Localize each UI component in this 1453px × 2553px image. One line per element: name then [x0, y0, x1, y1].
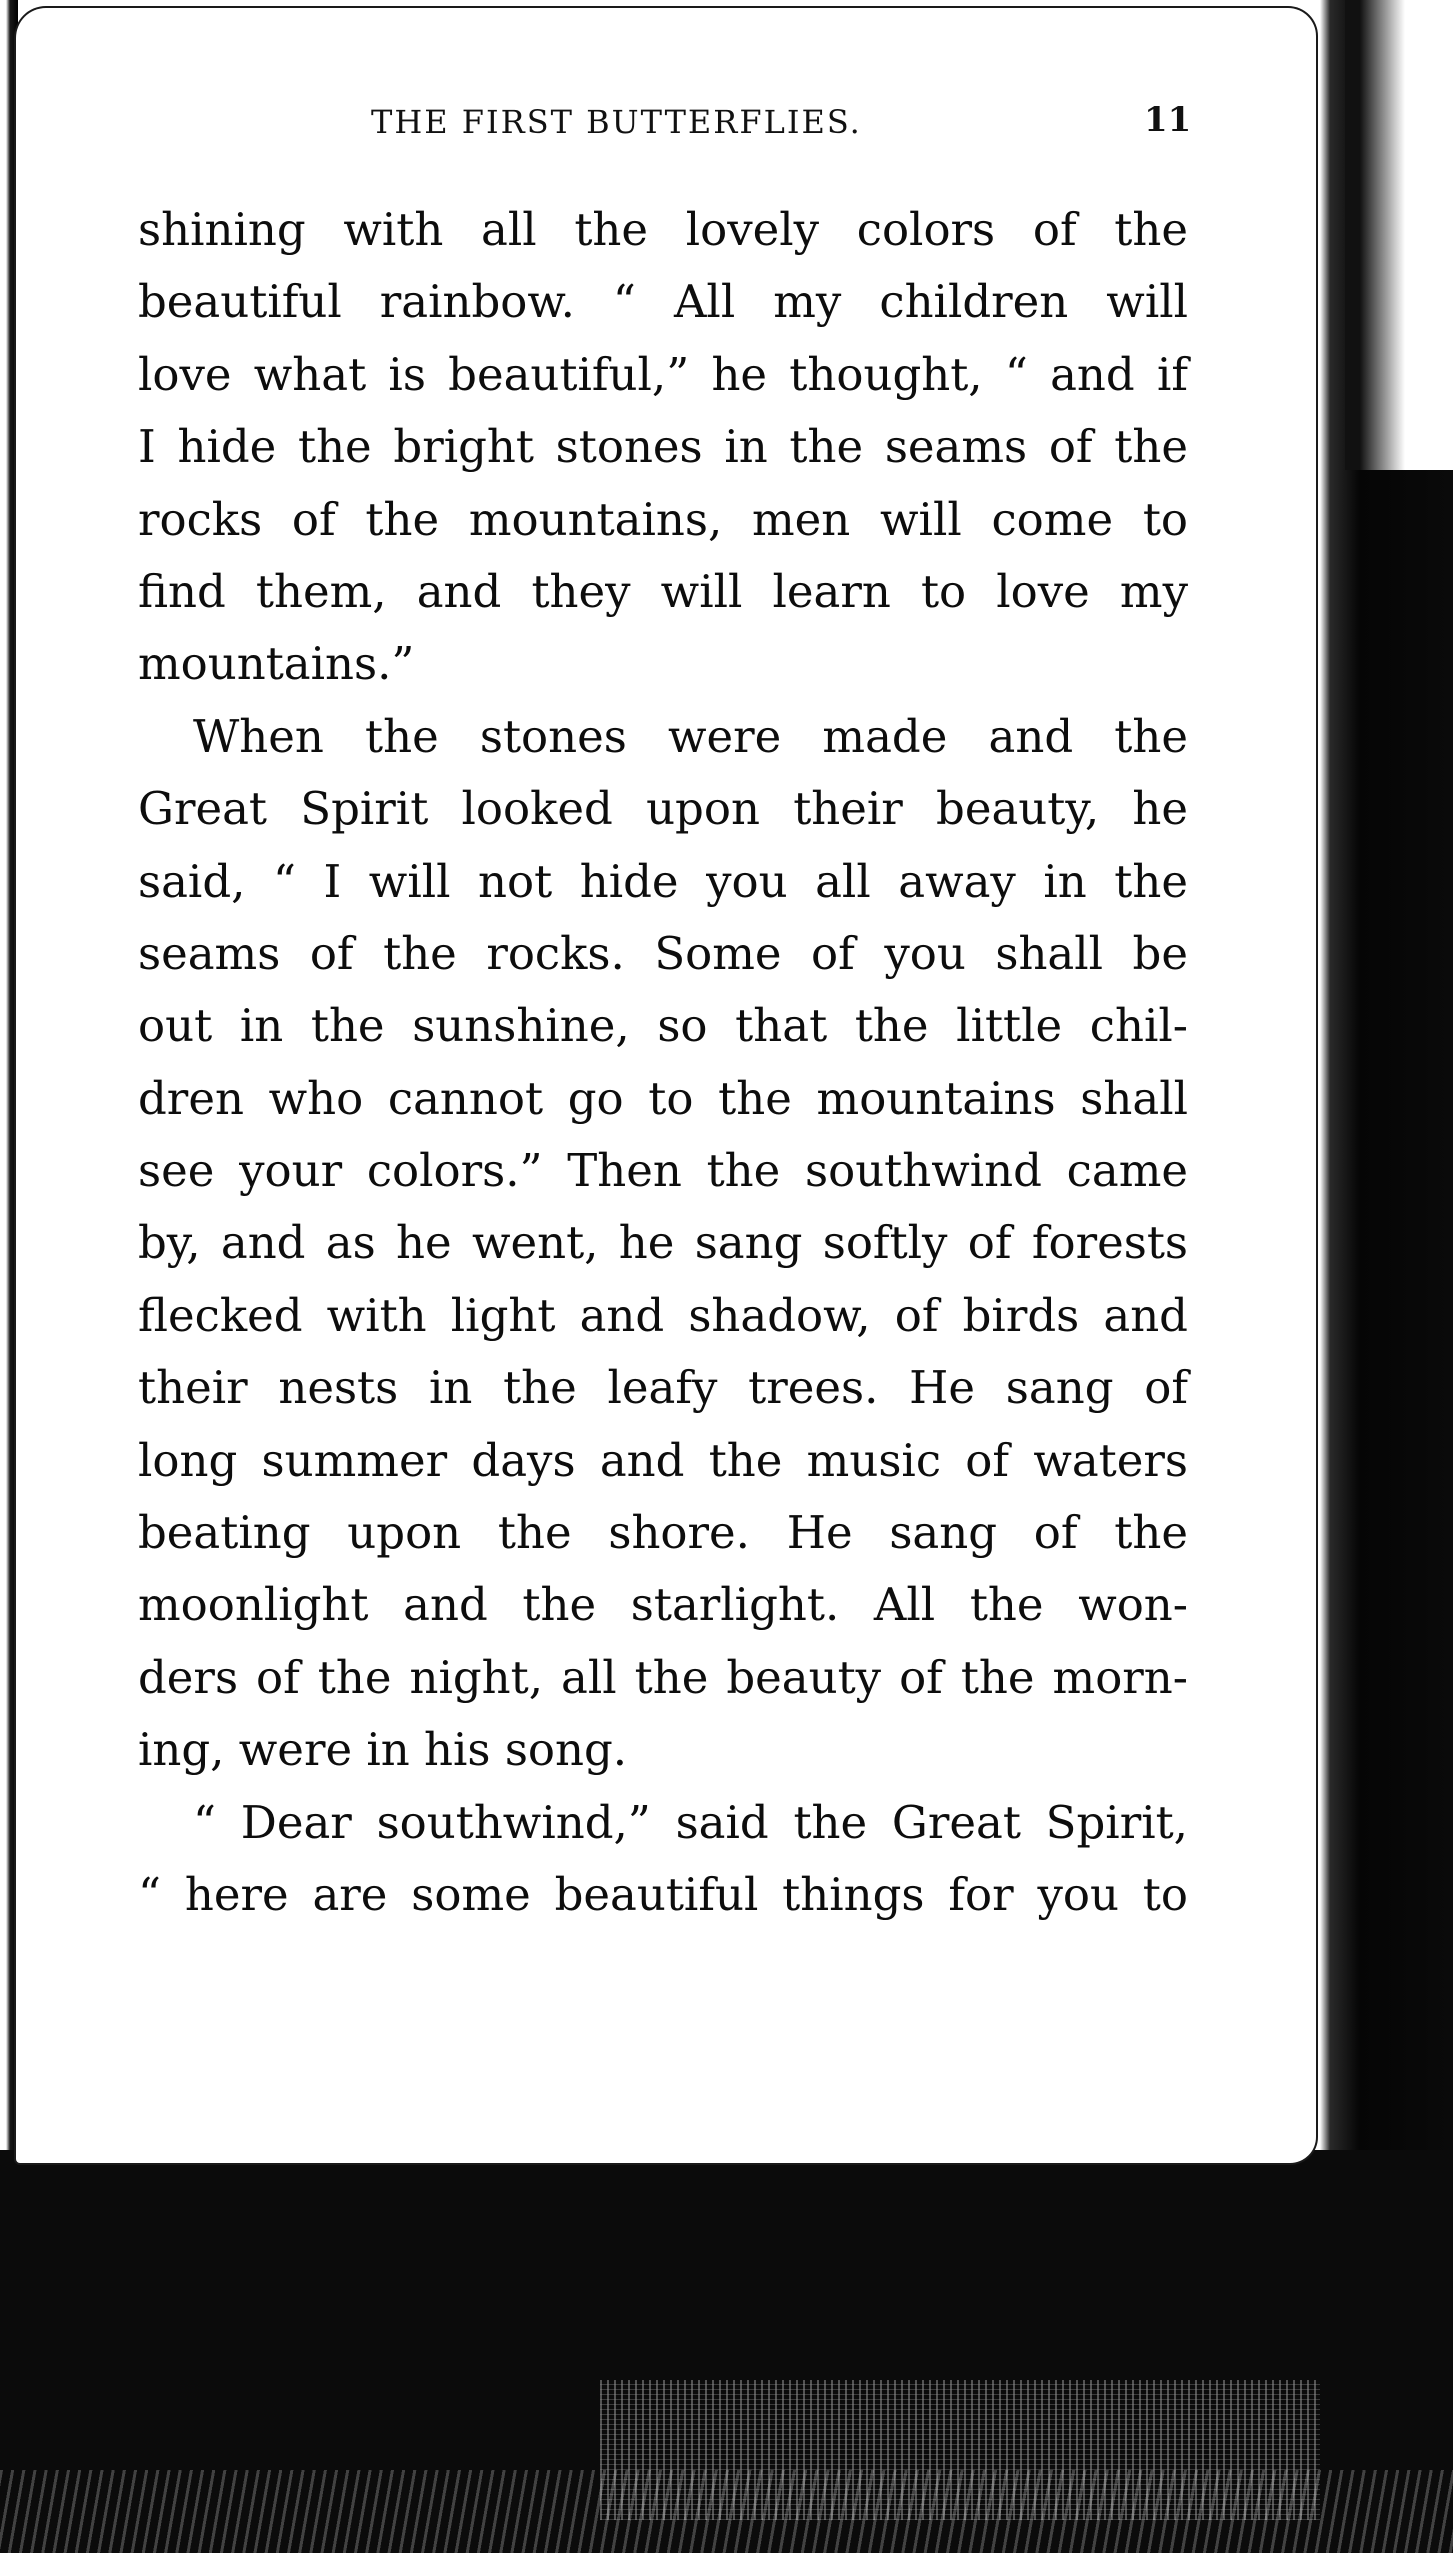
text-line: When the stones were made and the	[193, 709, 1188, 763]
text-line: love what is beautiful,” he thought, “ and if	[138, 347, 1188, 401]
text-line: ing, were in his song.	[138, 1723, 628, 1777]
text-line: shining with all the lovely colors of the	[138, 203, 1188, 256]
text-line: by, and as he went, he sang softly of forests	[138, 1216, 1188, 1270]
body-text	[138, 194, 1188, 1931]
text-line: ders of the night, all the beauty of the morn-	[138, 1650, 1188, 1704]
text-line: I hide the bright stones in the seams of the	[138, 420, 1188, 474]
text-line: long summer days and the music of waters	[138, 1433, 1188, 1487]
text-line: find them, and they will learn to love my	[138, 564, 1188, 618]
text-line: see your colors.” Then the southwind came	[138, 1144, 1188, 1198]
text-line: beating upon the shore. He sang of the	[138, 1506, 1188, 1560]
text-line: “ here are some beautiful things for you to	[138, 1867, 1188, 1921]
text-line: Great Spirit looked upon their beauty, he	[138, 782, 1188, 836]
text-line: beautiful rainbow. “ All my children will	[138, 275, 1188, 329]
page-number: 11	[1144, 100, 1192, 140]
text-line: flecked with light and shadow, of birds and	[138, 1288, 1188, 1342]
text-line: moonlight and the starlight. All the won-	[138, 1578, 1188, 1632]
scan-bottom-texture-lower	[0, 2470, 1453, 2553]
text-line: seams of the rocks. Some of you shall be	[138, 926, 1188, 980]
text-line: rocks of the mountains, men will come to	[138, 492, 1188, 546]
scan-right-edge-highlight	[1345, 0, 1453, 470]
text-line: said, “ I will not hide you all away in the	[138, 854, 1188, 908]
text-line: mountains.”	[138, 637, 415, 691]
text-line: out in the sunshine, so that the little chil-	[138, 999, 1188, 1053]
text-line: “ Dear southwind,” said the Great Spirit,	[193, 1795, 1188, 1849]
running-head: THE FIRST BUTTERFLIES.	[371, 103, 862, 141]
book-page	[16, 8, 1316, 2163]
text-line: dren who cannot go to the mountains shall	[138, 1071, 1188, 1125]
text-line: their nests in the leafy trees. He sang of	[138, 1361, 1188, 1415]
